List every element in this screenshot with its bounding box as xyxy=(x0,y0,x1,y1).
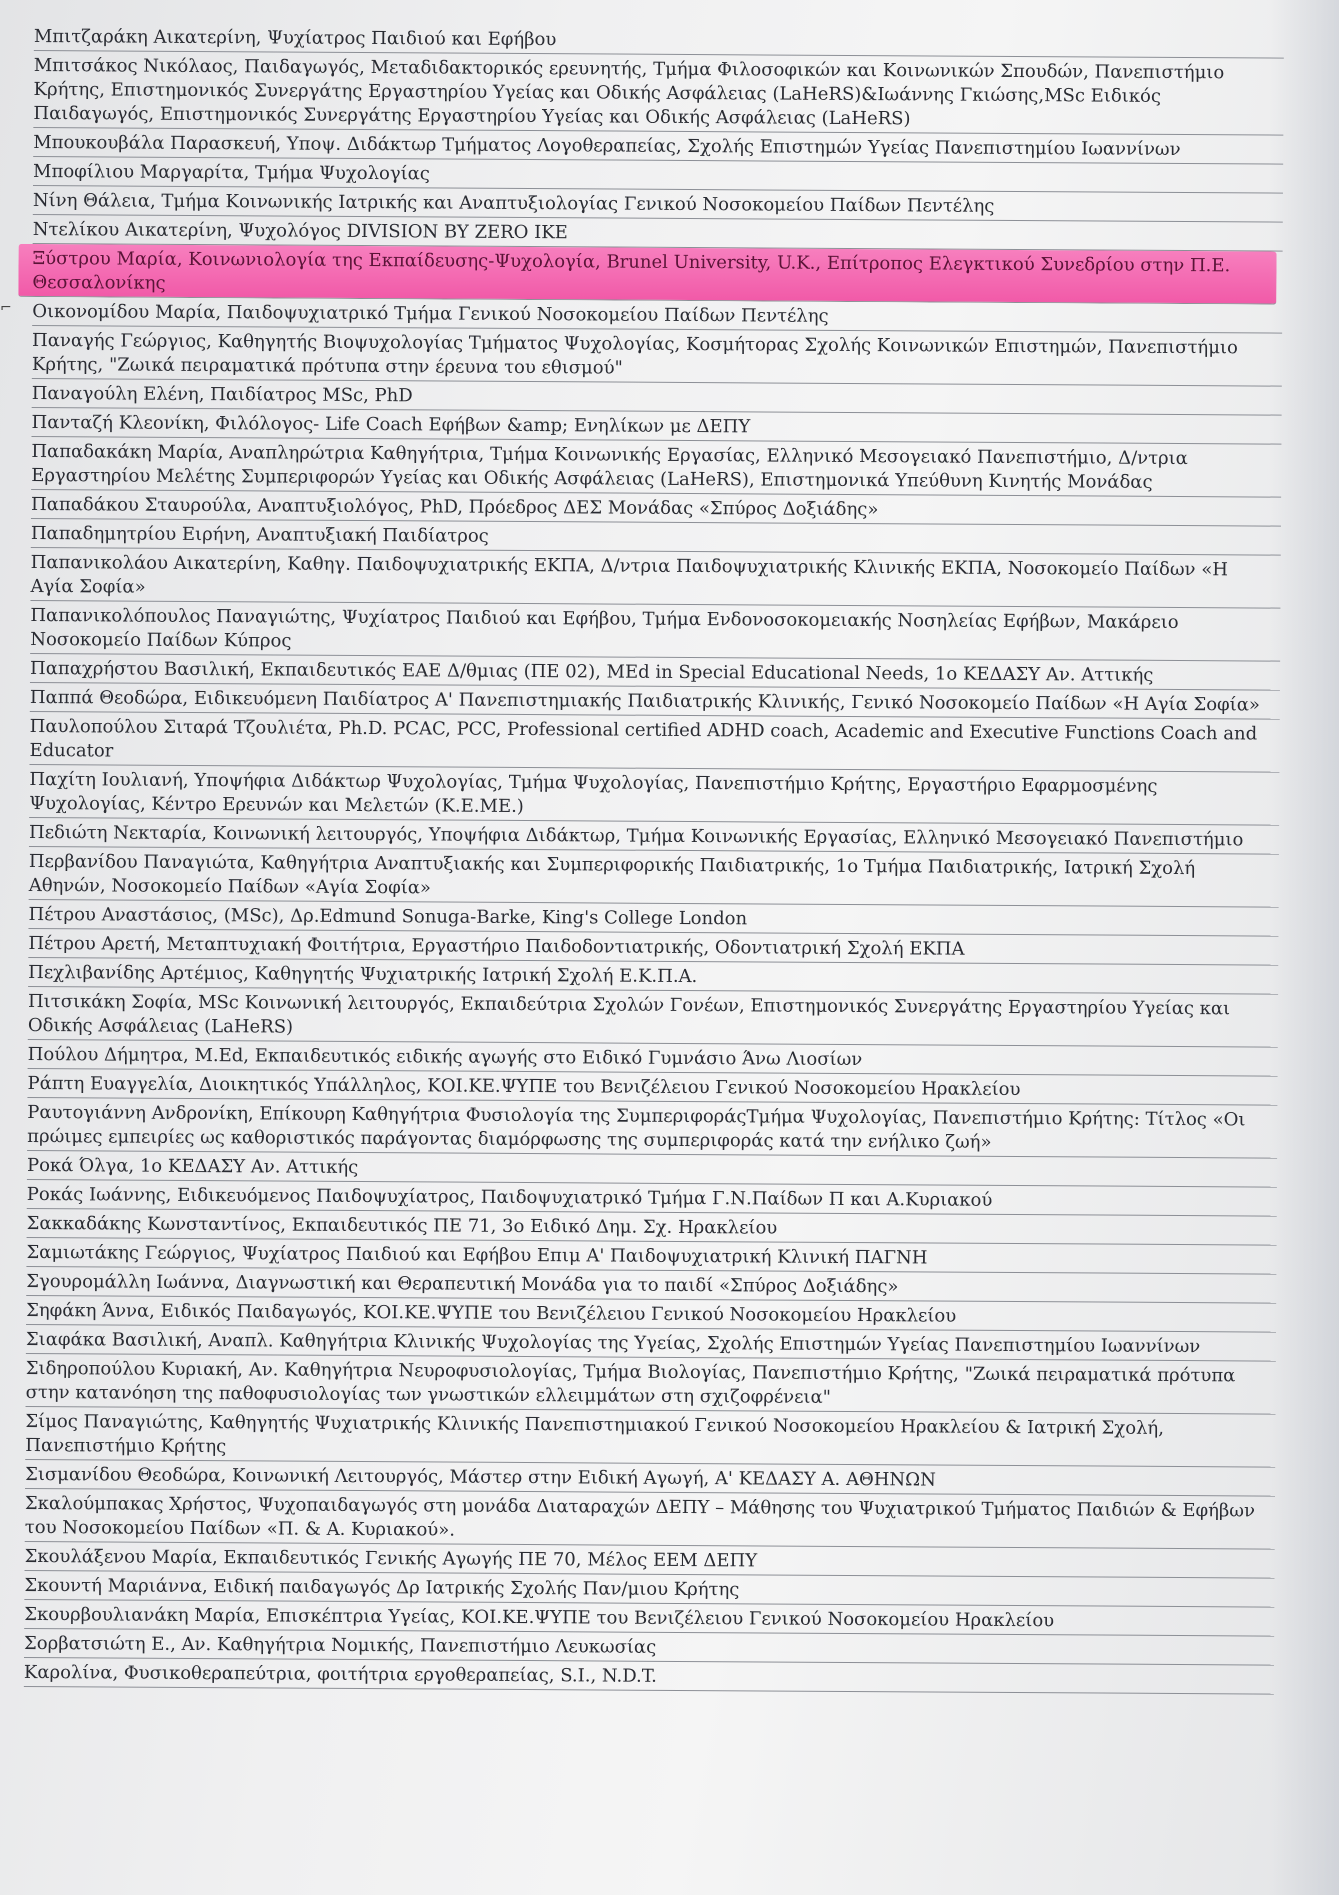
list-item: Καρολίνα, Φυσικοθεραπεύτρια, φοιτήτρια εργοθεραπείας, S.I., N.D.T. xyxy=(24,1658,1274,1695)
list-item: Παπανικολόπουλος Παναγιώτης, Ψυχίατρος Παιδιού και Εφήβου, Τμήμα Ενδονοσοκομειακής Νοσηλείας Εφήβων, Μακάρειο Νοσοκομείο Παίδων Κύπρος xyxy=(30,601,1280,662)
list-item: Περβανίδου Παναγιώτα, Καθηγήτρια Αναπτυξιακής και Συμπεριφορικής Παιδιατρικής, 1ο Τμήμα Παιδιατρικής, Ιατρική Σχολή Αθηνών, Νοσοκομείο Παίδων «Αγία Σοφία» xyxy=(29,847,1279,908)
list-item: Μπουκουβάλα Παρασκευή, Υποψ. Διδάκτωρ Τμήματος Λογοθεραπείας, Σχολής Επιστημών Υγείας Πανεπιστημίου Ιωαννίνων xyxy=(33,128,1283,165)
list-item: Παππά Θεοδώρα, Ειδικευόμενη Παιδίατρος Α' Πανεπιστημιακής Παιδιατρικής Κλινικής, Γενικό Νοσοκομείο Παίδων «Η Αγία Σοφία» xyxy=(30,683,1280,720)
page-edge-mark: ⌐ xyxy=(0,300,12,316)
list-item: Σκαλούμπακας Χρήστος, Ψυχοπαιδαγωγός στη μονάδα Διαταραχών ΔΕΠΥ – Μάθησης του Ψυχιατρικού Τμήματος Παιδιών & Εφήβων του Νοσοκομείου Παίδων «Π. & Α. Κυριακού». xyxy=(25,1489,1275,1550)
list-item: Σκουρβουλιανάκη Μαρία, Επισκέπτρια Υγείας, ΚΟΙ.ΚΕ.ΨΥΠΕ του Βενιζέλειου Γενικού Νοσοκομείου Ηρακλείου xyxy=(24,1600,1274,1637)
list-item: Παπαχρήστου Βασιλική, Εκπαιδευτικός ΕΑΕ Δ/θμιας (ΠΕ 02), MEd in Special Educational Needs, 1ο ΚΕΔΑΣΥ Αν. Αττικής xyxy=(30,654,1280,691)
list-item: Μπιτσάκος Νικόλαος, Παιδαγωγός, Μεταδιδακτορικός ερευνητής, Τμήμα Φιλοσοφικών και Κοινωνικών Σπουδών, Πανεπιστήμιο Κρήτης, Επιστημονικός Συνεργάτης Εργαστηρίου Υγείας και Οδικής Ασφάλειας (LaHeRS)&Ιωάννης Γκιώσης,MSc Ειδικός Παιδαγωγός, Επιστημονικός Συνεργάτης Εργαστηρίου Υγείας και Οδικής Ασφάλειας (LaHeRS) xyxy=(33,51,1283,136)
list-item: Ράπτη Ευαγγελία, Διοικητικός Υπάλληλος, ΚΟΙ.ΚΕ.ΨΥΠΕ του Βενιζέλειου Γενικού Νοσοκομείου Ηρακλείου xyxy=(27,1069,1277,1106)
list-item: Παπαδάκου Σταυρούλα, Αναπτυξιολόγος, PhD, Πρόεδρος ΔΕΣ Μονάδας «Σπύρος Δοξιάδης» xyxy=(31,490,1281,527)
list-item: Σκουντή Μαριάννα, Ειδική παιδαγωγός Δρ Ιατρικής Σχολής Παν/μιου Κρήτης xyxy=(24,1571,1274,1608)
list-item: Σορβατσιώτη Ε., Αν. Καθηγήτρια Νομικής, Πανεπιστήμιο Λευκωσίας xyxy=(24,1629,1274,1666)
list-item: Μπιτζαράκη Αικατερίνη, Ψυχίατρος Παιδιού και Εφήβου xyxy=(34,22,1284,59)
list-item: Σακκαδάκης Κωνσταντίνος, Εκπαιδευτικός ΠΕ 71, 3ο Ειδικό Δημ. Σχ. Ηρακλείου xyxy=(27,1209,1277,1246)
list-item: Πούλου Δήμητρα, M.Ed, Εκπαιδευτικός ειδικής αγωγής στο Ειδικό Γυμνάσιο Άνω Λιοσίων xyxy=(28,1040,1278,1077)
list-item: Πέτρου Αρετή, Μεταπτυχιακή Φοιτήτρια, Εργαστήριο Παιδοδοντιατρικής, Οδοντιατρική Σχολή ΕΚΠΑ xyxy=(28,929,1278,966)
list-item: Παχίτη Ιουλιανή, Υποψήφια Διδάκτωρ Ψυχολογίας, Τμήμα Ψυχολογίας, Πανεπιστήμιο Κρήτης, Εργαστήριο Εφαρμοσμένης Ψυχολογίας, Κέντρο Ερευνών και Μελετών (Κ.Ε.ΜΕ.) xyxy=(29,765,1279,826)
list-item: Σγουρομάλλη Ιωάννα, Διαγνωστική και Θεραπευτική Μονάδα για το παιδί «Σπύρος Δοξιάδης» xyxy=(26,1267,1276,1304)
list-item: Πεδιώτη Νεκταρία, Κοινωνική λειτουργός, Υποψήφια Διδάκτωρ, Τμήμα Κοινωνικής Εργασίας, Ελληνικό Μεσογειακό Πανεπιστήμιο xyxy=(29,818,1279,855)
list-item: Παυλοπούλου Σιταρά Τζουλιέτα, Ph.D. PCAC, PCC, Professional certified ADHD coach, Academic and Executive Functions Coach and Educator xyxy=(29,712,1279,773)
list-item: Σηφάκη Άννα, Ειδικός Παιδαγωγός, ΚΟΙ.ΚΕ.ΨΥΠΕ του Βενιζέλειου Γενικού Νοσοκομείου Ηρακλείου xyxy=(26,1296,1276,1333)
list-item: Σισμανίδου Θεοδώρα, Κοινωνική Λειτουργός, Μάστερ στην Ειδική Αγωγή, Α' ΚΕΔΑΣΥ Α. ΑΘΗΝΩΝ xyxy=(25,1460,1275,1497)
list-item: Σκουλάξενου Μαρία, Εκπαιδευτικός Γενικής Αγωγής ΠΕ 70, Μέλος ΕΕΜ ΔΕΠΥ xyxy=(25,1542,1275,1579)
list-item: Ροκά Όλγα, 1ο ΚΕΔΑΣΥ Αν. Αττικής xyxy=(27,1151,1277,1188)
list-item: Παπανικολάου Αικατερίνη, Καθηγ. Παιδοψυχιατρικής ΕΚΠΑ, Δ/ντρια Παιδοψυχιατρικής Κλινικής ΕΚΠΑ, Νοσοκομείο Παίδων «Η Αγία Σοφία» xyxy=(30,548,1280,609)
list-item: Παναγούλη Ελένη, Παιδίατρος MSc, PhD xyxy=(32,379,1282,416)
list-item: Οικονομίδου Μαρία, Παιδοψυχιατρικό Τμήμα Γενικού Νοσοκομείου Παίδων Πεντέλης xyxy=(32,297,1282,334)
list-item: Ροκάς Ιωάννης, Ειδικευόμενος Παιδοψυχίατρος, Παιδοψυχιατρικό Τμήμα Γ.Ν.Παίδων Π και Α.Κυριακού xyxy=(27,1180,1277,1217)
list-item: Σαμιωτάκης Γεώργιος, Ψυχίατρος Παιδιού και Εφήβου Επιμ Α' Παιδοψυχιατρική Κλινική ΠΑΓΝΗ xyxy=(26,1238,1276,1275)
list-item: Σιδηροπούλου Κυριακή, Αν. Καθηγήτρια Νευροφυσιολογίας, Τμήμα Βιολογίας, Πανεπιστήμιο Κρήτης, "Ζωικά πειραματικά πρότυπα στην κατανόηση της παθοφυσιολογίας των γνωστικών ελλειμμάτων στη σχιζοφρένεια" xyxy=(26,1354,1276,1415)
list-item: Πεχλιβανίδης Αρτέμιος, Καθηγητής Ψυχιατρικής Ιατρική Σχολή Ε.Κ.Π.Α. xyxy=(28,958,1278,995)
list-item: Παναγής Γεώργιος, Καθηγητής Βιοψυχολογίας Τμήματος Ψυχολογίας, Κοσμήτορας Σχολής Κοινωνικών Επιστημών, Πανεπιστήμιο Κρήτης, "Ζωικά πειραματικά πρότυπα στην έρευνα του εθισμού" xyxy=(32,326,1282,387)
list-item: Μποφίλιου Μαργαρίτα, Τμήμα Ψυχολογίας xyxy=(33,157,1283,194)
list-item: Πέτρου Αναστάσιος, (MSc), Δρ.Edmund Sonuga-Barke, King's College London xyxy=(28,900,1278,937)
list-item: Ραυτογιάννη Ανδρονίκη, Επίκουρη Καθηγήτρια Φυσιολογία της ΣυμπεριφοράςΤμήμα Ψυχολογίας, Πανεπιστήμιο Κρήτης: Τίτλος «Οι πρώιμες εμπειρίες ως καθοριστικός παράγοντας διαμόρφωσης της συμπεριφοράς κατά την ενήλικο ζωή» xyxy=(27,1098,1277,1159)
list-item: Νίνη Θάλεια, Τμήμα Κοινωνικής Ιατρικής και Αναπτυξιολογίας Γενικού Νοσοκομείου Παίδων Πεντέλης xyxy=(33,186,1283,223)
list-item: Σιαφάκα Βασιλική, Αναπλ. Καθηγήτρια Κλινικής Ψυχολογίας της Υγείας, Σχολής Επιστημών Υγείας Πανεπιστημίου Ιωαννίνων xyxy=(26,1325,1276,1362)
highlighted-list-item: Ξύστρου Μαρία, Κοινωνιολογία της Εκπαίδευσης-Ψυχολογία, Brunel University, U.K., Επίτροπος Ελεγκτικού Συνεδρίου στην Π.Ε. Θεσσαλονίκης xyxy=(18,244,1276,305)
participant-list xyxy=(24,22,1284,1695)
list-item: Πιτσικάκη Σοφία, MSc Κοινωνική λειτουργός, Εκπαιδεύτρια Σχολών Γονέων, Επιστημονικός Συνεργάτης Εργαστηρίου Υγείας και Οδικής Ασφάλειας (LaHeRS) xyxy=(28,987,1278,1048)
list-item: Ντελίκου Αικατερίνη, Ψυχολόγος DIVISION BY ZERO IKE xyxy=(33,215,1283,252)
list-item: Παπαδημητρίου Ειρήνη, Αναπτυξιακή Παιδίατρος xyxy=(31,519,1281,556)
list-item: Πανταζή Κλεονίκη, Φιλόλογος- Life Coach Εφήβων &amp; Ενηλίκων με ΔΕΠΥ xyxy=(31,408,1281,445)
list-item: Σίμος Παναγιώτης, Καθηγητής Ψυχιατρικής Κλινικής Πανεπιστημιακού Γενικού Νοσοκομείου Ηρακλείου & Ιατρική Σχολή, Πανεπιστήμιο Κρήτης xyxy=(25,1407,1275,1468)
list-item: Παπαδακάκη Μαρία, Αναπληρώτρια Καθηγήτρια, Τμήμα Κοινωνικής Εργασίας, Ελληνικό Μεσογειακό Πανεπιστήμιο, Δ/ντρια Εργαστηρίου Μελέτης Συμπεριφορών Υγείας και Οδικής Ασφάλειας (LaHeRS), Επιστημονικά Υπεύθυνη Κινητής Μονάδας xyxy=(31,437,1281,498)
